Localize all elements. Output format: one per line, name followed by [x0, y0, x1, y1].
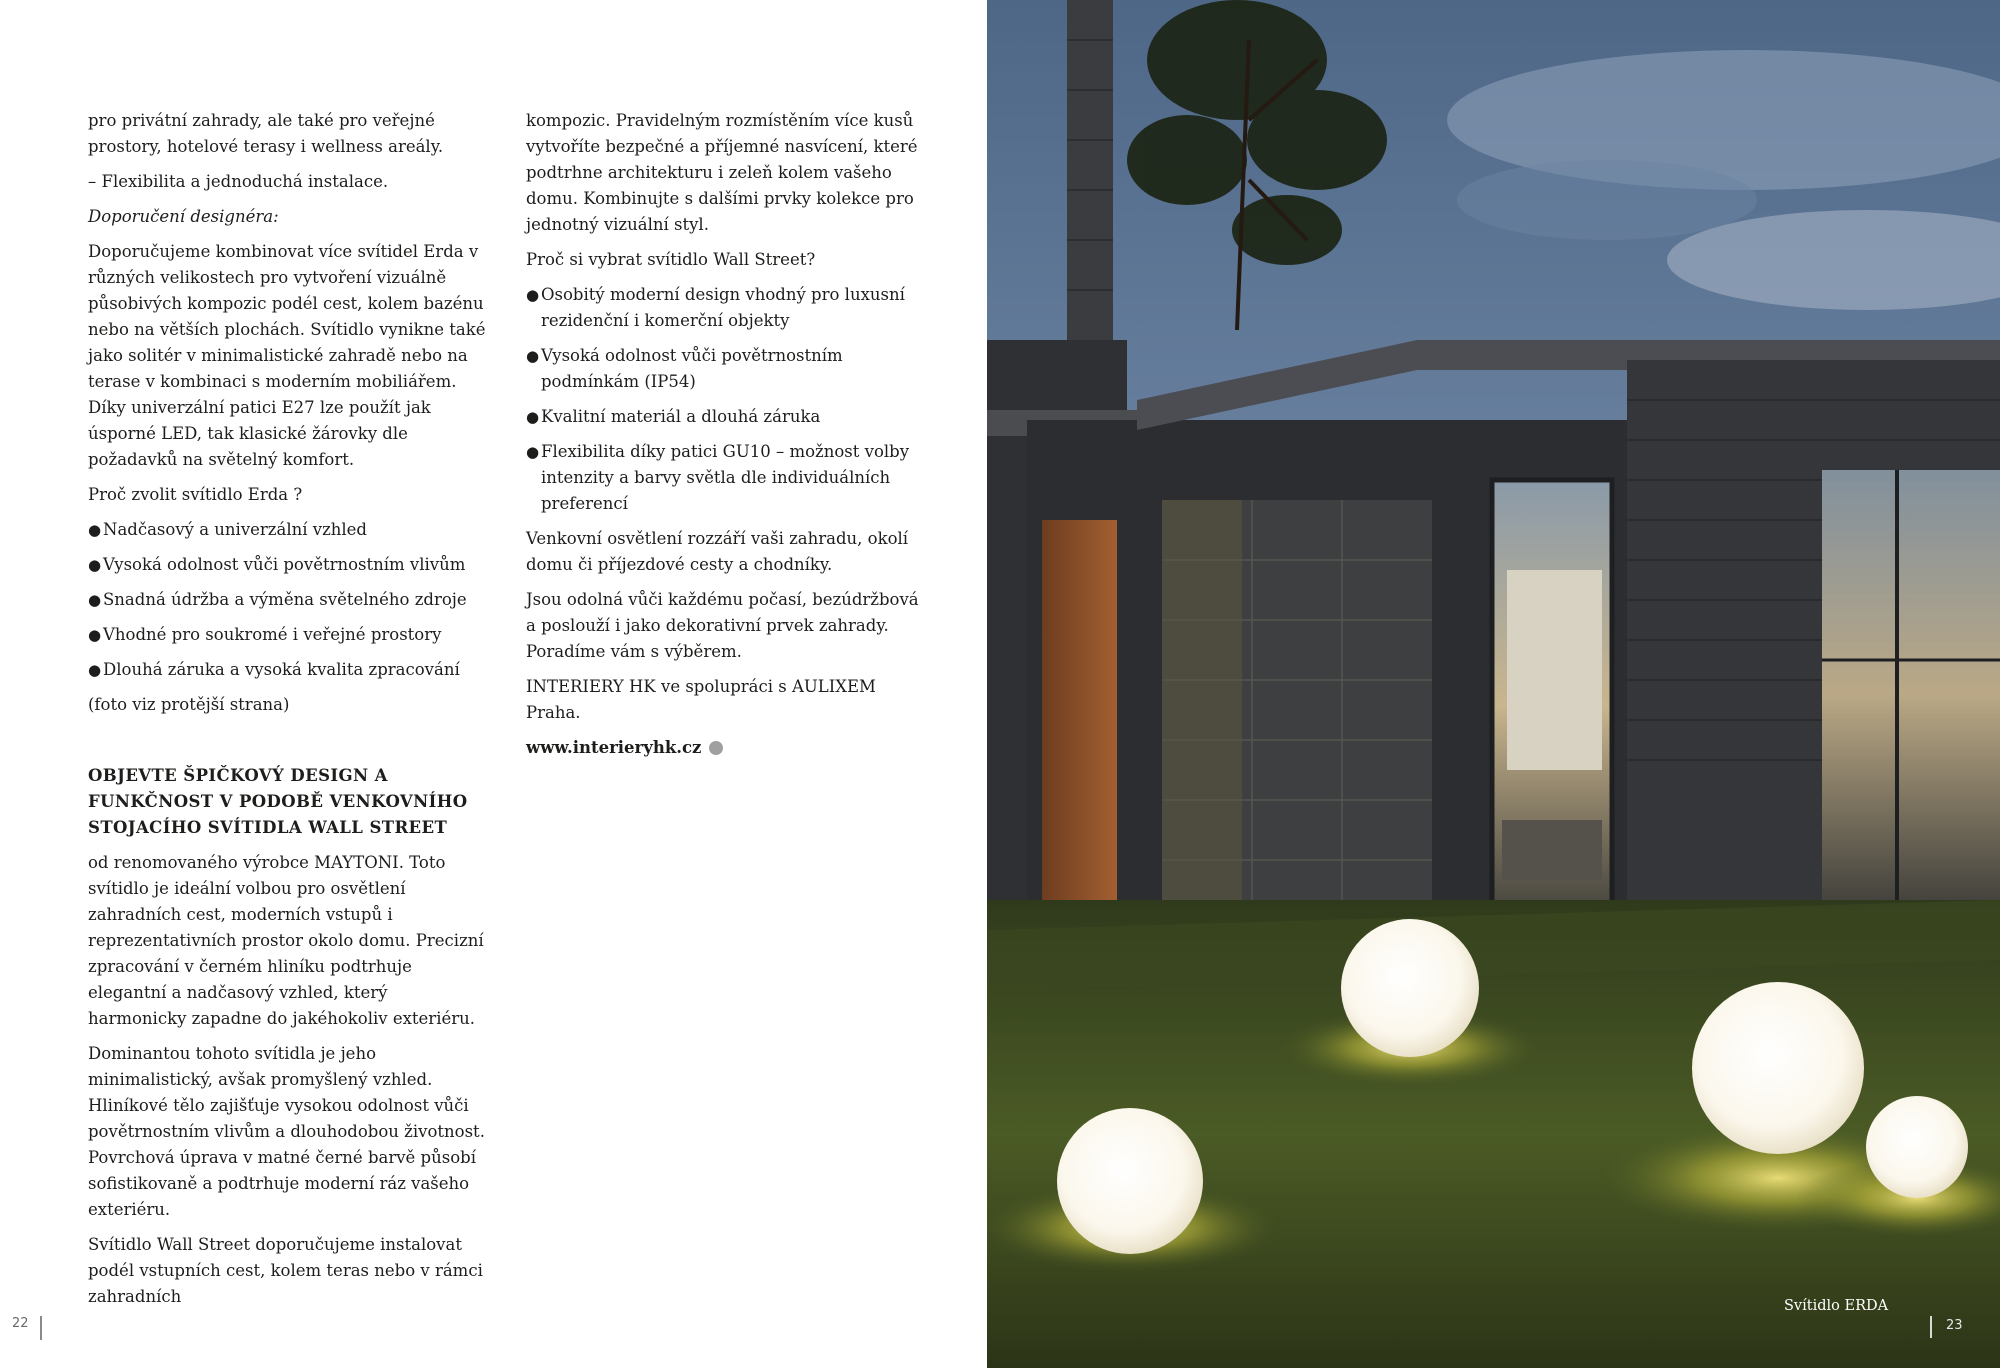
left-page — [0, 0, 987, 1368]
text-column-1 — [88, 108, 488, 1319]
paragraph: Proč zvolit svítidlo Erda ? — [88, 485, 303, 504]
bullet-dot-icon: ● — [88, 556, 102, 574]
paragraph: Jsou odolná vůči každému počasí, bezúdržbová a poslouží i jako dekorativní prvek zahrady. Poradíme vám s výběrem. — [526, 590, 919, 661]
list-item: ● Vhodné pro soukromé i veřejné prostory — [88, 622, 488, 648]
paragraph: INTERIERY HK ve spolupráci s AULIXEM Praha. — [526, 677, 876, 722]
bullet-dot-icon: ● — [526, 408, 540, 426]
website-url[interactable]: www.interieryhk.cz — [526, 738, 702, 757]
bullet-dot-icon: ● — [526, 347, 540, 365]
list-item: ● Flexibilita díky patici GU10 – možnost volby intenzity a barvy světla dle individuálních preferencí — [526, 439, 926, 517]
website-link[interactable] — [526, 735, 926, 761]
bullet-dot-icon: ● — [88, 661, 102, 679]
paragraph: Venkovní osvětlení rozzáří vaši zahradu, okolí domu či příjezdové cesty a chodníky. — [526, 529, 909, 574]
paragraph: od renomovaného výrobce MAYTONI. Toto svítidlo je ideální volbou pro osvětlení zahradních cest, moderních vstupů i reprezentativních prostor okolo domu. Precizní zpracování v černém hliníku podtrhuje elegantní a nadčasový vzhled, který harmonicky zapadne do jakéhokoliv exteriéru. — [88, 853, 484, 1028]
list-item: ● Vysoká odolnost vůči povětrnostním podmínkám (IP54) — [526, 343, 926, 395]
folio-divider — [1930, 1316, 1932, 1338]
paragraph: Proč si vybrat svítidlo Wall Street? — [526, 250, 816, 269]
list-item: ● Nadčasový a univerzální vzhled — [88, 517, 488, 543]
text-column-2 — [526, 108, 926, 761]
list-item: ● Vysoká odolnost vůči povětrnostním vlivům — [88, 552, 488, 578]
paragraph: Svítidlo Wall Street doporučujeme instalovat podél vstupních cest, kolem teras nebo v rámci zahradních — [88, 1235, 483, 1306]
bullet-dot-icon: ● — [88, 521, 102, 539]
photo-erda-garden-lights — [987, 0, 2000, 1368]
paragraph: pro privátní zahrady, ale také pro veřejné prostory, hotelové terasy i wellness areály. — [88, 111, 444, 156]
list-item: ● Osobitý moderní design vhodný pro luxusní rezidenční i komerční objekty — [526, 282, 926, 334]
bullet-dot-icon: ● — [88, 626, 102, 644]
bullet-dot-icon: ● — [526, 286, 540, 304]
paragraph: Dominantou tohoto svítidla je jeho minimalistický, avšak promyšlený vzhled. Hliníkové tělo zajišťuje vysokou odolnost vůči povětrnostním vlivům a dlouhodobou životnost. Povrchová úprava v matné černé barvě působí sofistikovaně a podtrhuje moderní ráz vašeho exteriéru. — [88, 1044, 485, 1219]
section-heading: OBJEVTE ŠPIČKOVÝ DESIGN A FUNKČNOST V PODOBĚ VENKOVNÍHO STOJACÍHO SVÍTIDLA WALL STREET — [88, 766, 468, 837]
paragraph: Doporučujeme kombinovat více svítidel Erda v různých velikostech pro vytvoření vizuálně působivých kompozic podél cest, kolem bazénu nebo na větších plochách. Svítidlo vynikne také jako solitér v minimalistické zahradě nebo na terase v kombinaci s moderním mobiliářem. Díky univerzální patici E27 lze použít jak úsporné LED, tak klasické žárovky dle požadavků na světelný komfort. — [88, 242, 486, 469]
paragraph: (foto viz protější strana) — [88, 695, 290, 714]
photo-caption: Svítidlo ERDA — [1784, 1298, 1889, 1314]
list-item: ● Kvalitní materiál a dlouhá záruka — [526, 404, 926, 430]
designer-recommendation-label: Doporučení designéra: — [88, 207, 279, 226]
grey-dot-icon — [709, 741, 723, 755]
bullet-dot-icon: ● — [88, 591, 102, 609]
page-number-left: 22 — [12, 1316, 29, 1331]
bullet-dot-icon: ● — [526, 443, 540, 461]
paragraph: kompozic. Pravidelným rozmístěním více kusů vytvoříte bezpečné a příjemné nasvícení, které podtrhne architekturu i zeleň kolem vašeho domu. Kombinujte s dalšími prvky kolekce pro jednotný vizuální styl. — [526, 111, 918, 234]
photo-illustration — [987, 0, 2000, 1368]
page-number-right: 23 — [1946, 1318, 1963, 1333]
folio-divider — [40, 1316, 42, 1340]
list-item: ● Dlouhá záruka a vysoká kvalita zpracování — [88, 657, 488, 683]
paragraph: – Flexibilita a jednoduchá instalace. — [88, 172, 389, 191]
list-item: ● Snadná údržba a výměna světelného zdroje — [88, 587, 488, 613]
